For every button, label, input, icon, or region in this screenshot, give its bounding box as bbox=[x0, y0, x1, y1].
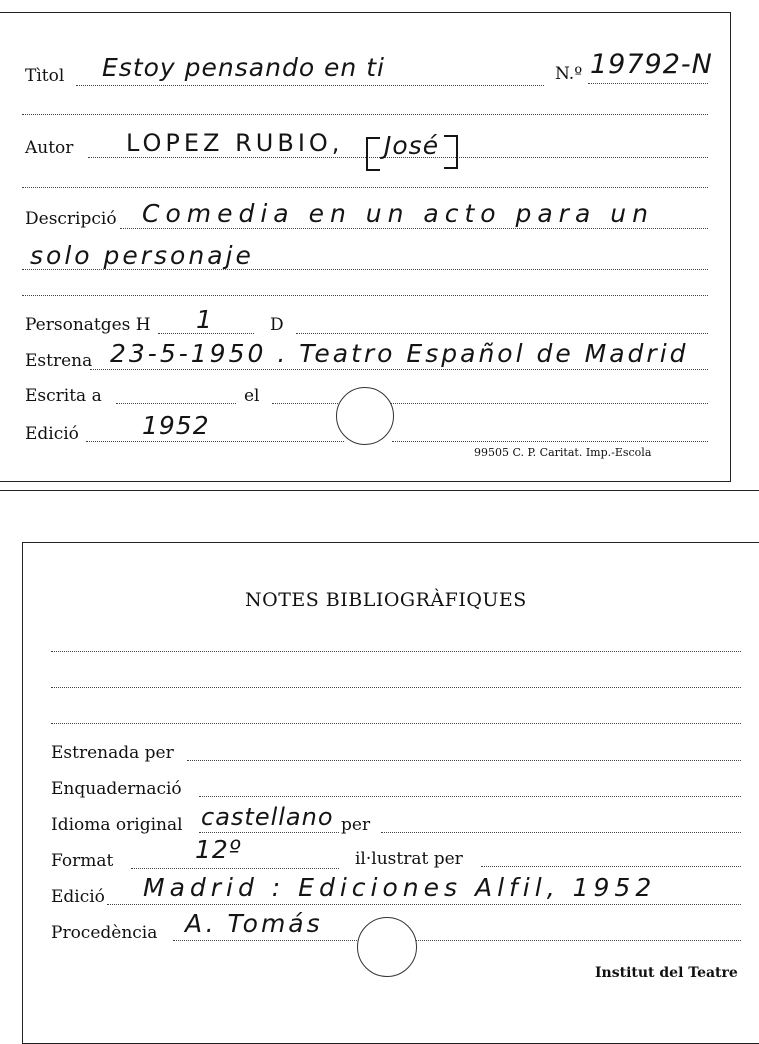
notes-line-2 bbox=[51, 687, 741, 688]
personatges-h-value: 1 bbox=[196, 305, 213, 334]
procedencia-value: A. Tomás bbox=[185, 909, 323, 938]
descripcio-value-line2: solo personaje bbox=[30, 241, 254, 270]
institution-imprint: Institut del Teatre bbox=[595, 965, 738, 981]
edicio-value: 1952 bbox=[142, 411, 210, 440]
personatges-d-dotted-line bbox=[296, 333, 708, 334]
punch-hole bbox=[336, 387, 394, 445]
escrita-el-label: el bbox=[244, 386, 260, 406]
catalog-card-front bbox=[0, 12, 731, 482]
printer-imprint: 99505 C. P. Caritat. Imp.-Escola bbox=[474, 446, 652, 459]
idioma-per-label: per bbox=[341, 815, 371, 835]
back-edicio-dotted-line bbox=[107, 904, 741, 905]
estrenada-label: Estrenada per bbox=[51, 743, 174, 763]
escrita-a-label: Escrita a bbox=[25, 386, 102, 406]
numero-dotted-line bbox=[588, 83, 708, 84]
idioma-value: castellano bbox=[201, 803, 334, 831]
procedencia-dotted-line bbox=[173, 940, 741, 941]
format-label: Format bbox=[51, 851, 114, 871]
format-illustrat-dotted-line bbox=[481, 866, 741, 867]
autor-label: Autor bbox=[25, 138, 74, 158]
autor-bracket-close bbox=[444, 135, 458, 169]
notes-title: NOTES BIBLIOGRÀFIQUES bbox=[245, 589, 527, 611]
back-edicio-value: Madrid : Ediciones Alfil, 1952 bbox=[143, 873, 657, 902]
front-card-bottom-edge bbox=[0, 490, 759, 491]
titol-dotted-line bbox=[76, 85, 544, 86]
descripcio-dotted-line-1 bbox=[120, 228, 708, 229]
autor-bracket-open bbox=[366, 137, 380, 171]
numero-value: 19792-N bbox=[590, 49, 713, 80]
estrena-value: 23-5-1950 . Teatro Español de Madrid bbox=[110, 339, 689, 368]
procedencia-label: Procedència bbox=[51, 923, 158, 943]
estrena-dotted-line bbox=[90, 369, 708, 370]
format-illustrat-label: il·lustrat per bbox=[355, 849, 463, 869]
titol-continuation-line bbox=[22, 114, 708, 115]
notes-line-3 bbox=[51, 723, 741, 724]
numero-label: N.º bbox=[555, 64, 583, 84]
estrenada-dotted-line bbox=[187, 760, 741, 761]
autor-continuation-line bbox=[22, 187, 708, 188]
descripcio-value-line1: Comedia en un acto para un bbox=[142, 199, 654, 228]
edicio-label: Edició bbox=[25, 424, 79, 444]
descripcio-dotted-line-3 bbox=[22, 295, 708, 296]
edicio-dotted-line bbox=[86, 441, 344, 442]
titol-value: Estoy pensando en ti bbox=[102, 53, 385, 82]
back-punch-hole bbox=[357, 917, 417, 977]
enquadernacio-dotted-line bbox=[199, 796, 741, 797]
edicio-dotted-line-right bbox=[392, 441, 708, 442]
format-dotted-line bbox=[131, 868, 339, 869]
descripcio-label: Descripció bbox=[25, 209, 117, 229]
autor-value: LOPEZ RUBIO, bbox=[126, 129, 344, 157]
format-value: 12º bbox=[195, 835, 242, 864]
personatges-h-label: Personatges H bbox=[25, 315, 151, 335]
enquadernacio-label: Enquadernació bbox=[51, 779, 182, 799]
idioma-label: Idioma original bbox=[51, 815, 183, 835]
notes-line-1 bbox=[51, 651, 741, 652]
idioma-per-dotted-line bbox=[381, 832, 741, 833]
catalog-card-back bbox=[22, 542, 759, 1044]
autor-bracketed-value: José bbox=[384, 131, 440, 160]
escrita-a-dotted-line bbox=[116, 403, 236, 404]
back-edicio-label: Edició bbox=[51, 887, 105, 907]
personatges-d-label: D bbox=[270, 315, 284, 335]
titol-label: Tìtol bbox=[25, 66, 65, 86]
idioma-dotted-line bbox=[199, 832, 339, 833]
estrena-label: Estrena bbox=[25, 351, 93, 371]
